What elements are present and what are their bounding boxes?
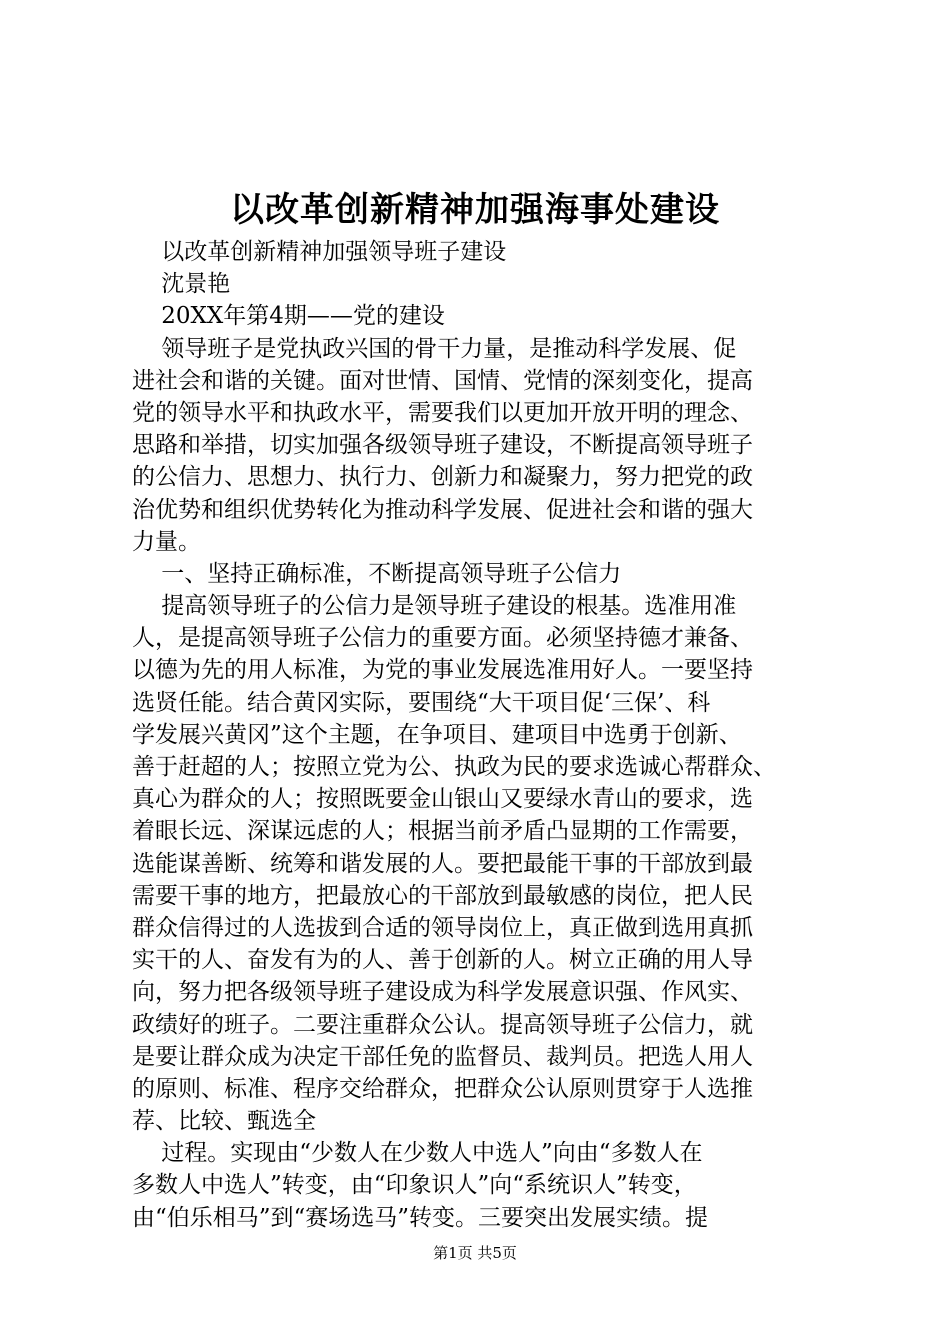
body-line: 政绩好的班子。二要注重群众公认。提高领导班子公信力，就 [132, 1011, 753, 1038]
body-line: 学发展兴黄冈”这个主题，在争项目、建项目中选勇于创新、 [132, 721, 742, 748]
body-line: 群众信得过的人选拔到合适的领导岗位上，真正做到选用真抓 [132, 914, 753, 941]
body-line: 20XX年第4期——党的建设 [132, 303, 445, 330]
body-line: 善于赶超的人；按照立党为公、执政为民的要求选诚心帮群众、 [132, 754, 776, 780]
body-line: 领导班子是党执政兴国的骨干力量，是推动科学发展、促 [132, 335, 737, 362]
body-line: 一、坚持正确标准，不断提高领导班子公信力 [132, 560, 622, 587]
page-footer: 第1页 共5页 [433, 1244, 517, 1262]
body-line: 以改革创新精神加强领导班子建设 [132, 239, 507, 265]
body-line: 过程。实现由“少数人在少数人中选人”向由“多数人在 [132, 1140, 703, 1167]
body-line: 党的领导水平和执政水平，需要我们以更加开放开明的理念、 [132, 399, 753, 426]
body-line: 以德为先的用人标准，为党的事业发展选准用好人。一要坚持 [132, 657, 753, 684]
body-line: 思路和举措，切实加强各级领导班子建设，不断提高领导班子 [132, 432, 753, 459]
body-line: 真心为群众的人；按照既要金山银山又要绿水青山的要求，选 [132, 786, 753, 813]
document-title: 以改革创新精神加强海事处建设 [230, 190, 720, 230]
body-line: 是要让群众成为决定干部任免的监督员、裁判员。把选人用人 [132, 1043, 753, 1070]
body-line: 进社会和谐的关键。面对世情、国情、党情的深刻变化，提高 [132, 367, 753, 394]
body-line: 治优势和组织优势转化为推动科学发展、促进社会和谐的强大 [132, 496, 753, 523]
body-line: 着眼长远、深谋远虑的人；根据当前矛盾凸显期的工作需要， [132, 818, 753, 845]
body-line: 沈景艳 [132, 271, 231, 298]
body-line: 力量。 [132, 528, 201, 555]
body-line: 荐、比较、甄选全 [132, 1108, 316, 1135]
document-body [132, 236, 828, 1234]
body-line: 多数人中选人”转变，由“印象识人”向“系统识人”转变， [132, 1172, 697, 1199]
body-line: 选贤任能。结合黄冈实际，要围绕“大干项目促‘三保’、科 [132, 689, 711, 716]
body-line: 需要干事的地方，把最放心的干部放到最敏感的岗位，把人民 [132, 882, 753, 909]
body-line: 的原则、标准、程序交给群众，把群众公认原则贯穿于人选推 [132, 1075, 753, 1102]
body-line: 实干的人、奋发有为的人、善于创新的人。树立正确的用人导 [132, 947, 753, 974]
body-line: 的公信力、思想力、执行力、创新力和凝聚力，努力把党的政 [132, 464, 753, 491]
body-line: 由“伯乐相马”到“赛场选马”转变。三要突出发展实绩。提 [132, 1204, 709, 1231]
body-line: 人，是提高领导班子公信力的重要方面。必须坚持德才兼备、 [132, 625, 753, 652]
body-line: 提高领导班子的公信力是领导班子建设的根基。选准用准 [132, 593, 737, 620]
body-line: 向，努力把各级领导班子建设成为科学发展意识强、作风实、 [132, 979, 753, 1006]
body-line: 选能谋善断、统筹和谐发展的人。要把最能干事的干部放到最 [132, 850, 753, 877]
